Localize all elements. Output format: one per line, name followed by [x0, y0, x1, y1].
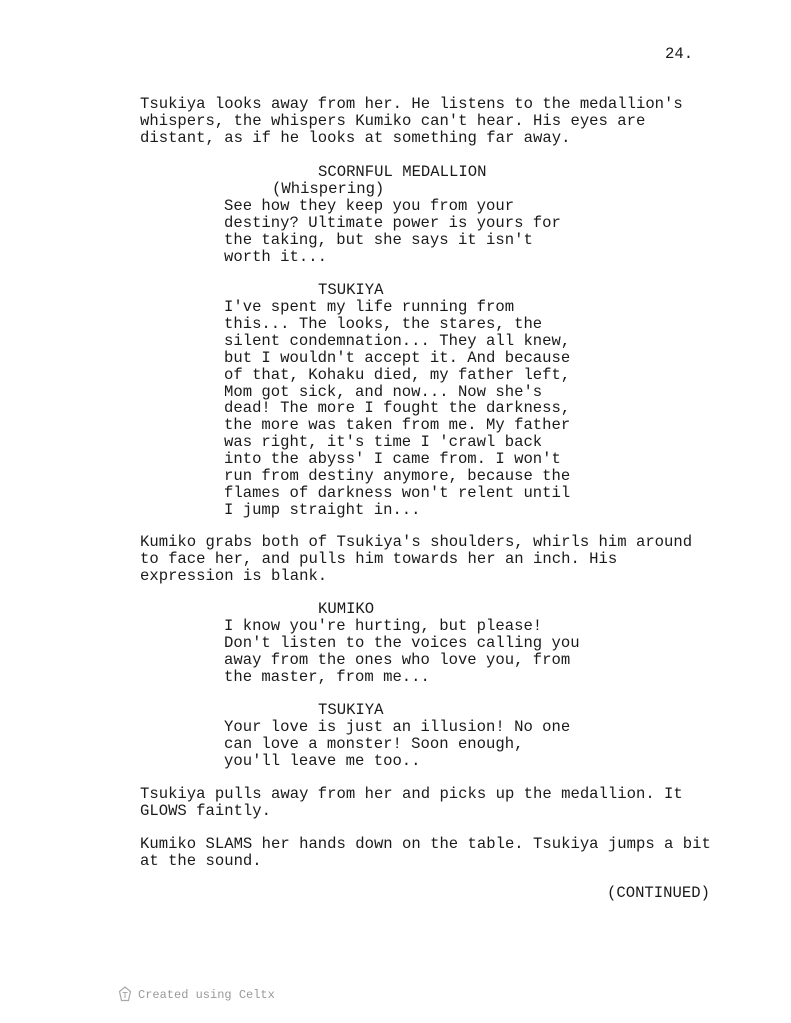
character-name: TSUKIYA [318, 281, 384, 299]
character-name: SCORNFUL MEDALLION [318, 163, 487, 181]
dialogue: Your love is just an illusion! No one can love a monster! Soon enough, you'll leave me too.. [224, 718, 571, 770]
action-line: Tsukiya pulls away from her and picks up the medallion. It GLOWS faintly. [140, 785, 683, 820]
action-line: Tsukiya looks away from her. He listens to the medallion's whispers, the whispers Kumiko can't hear. His eyes are distant, as if he looks at something far away. [140, 95, 683, 147]
dialogue: I know you're hurting, but please! Don't listen to the voices calling you away from the ones who love you, from the master, from me... [224, 617, 580, 686]
parenthetical: (Whispering) [272, 180, 385, 198]
action-line: Kumiko SLAMS her hands down on the table. Tsukiya jumps a bit at the sound. [140, 835, 711, 870]
celtx-logo-icon [118, 986, 132, 1003]
action-line: Kumiko grabs both of Tsukiya's shoulders, whirls him around to face her, and pulls him towards her an inch. His expression is blank. [140, 533, 693, 585]
dialogue: I've spent my life running from this... The looks, the stares, the silent condemnation... They all knew, but I wouldn't accept it. And because of that, Kohaku died, my father left, Mom got sick, and now... Now she's dead! The more I fought the darkness, the more was taken from me. My father was right, it's time I 'crawl back into the abyss' I came from. I won't run from destiny anymore, because the flames of darkness won't relent until I jump straight in... [224, 298, 571, 519]
character-name: KUMIKO [318, 600, 375, 618]
footer-text: Created using Celtx [138, 987, 275, 1002]
page-number: 24. [665, 45, 694, 63]
footer [118, 986, 275, 1003]
dialogue: See how they keep you from your destiny? Ultimate power is yours for the taking, but she says it isn't worth it... [224, 197, 561, 266]
continued-marker: (CONTINUED) [607, 884, 710, 902]
character-name: TSUKIYA [318, 701, 384, 719]
